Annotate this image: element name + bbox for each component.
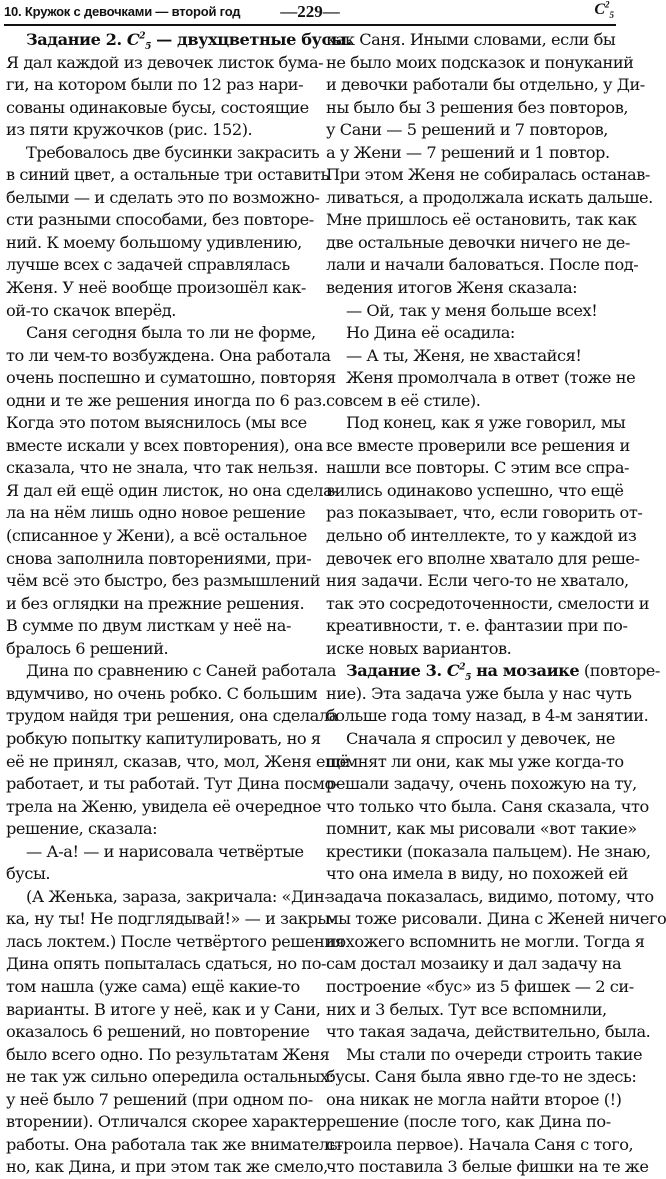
left-column-line: бусы. — [6, 864, 51, 884]
right-column-line: и девочки работали бы отдельно, у Ди- — [326, 75, 645, 95]
left-column-line: оказалось 6 решений, но повторение — [6, 1022, 310, 1042]
combination-sup: 2 — [459, 662, 466, 673]
left-column-line: трудом найдя три решения, она сделала — [6, 706, 338, 726]
left-column-line: белыми — и сделать это по возможно- — [6, 187, 320, 207]
combination-base: C — [126, 30, 140, 49]
right-column-line: вились одинаково успешно, что ещё — [326, 480, 624, 500]
corner-mark-sub: 5 — [609, 10, 614, 21]
left-column-line: Дина по сравнению с Саней работала — [26, 661, 336, 681]
right-column-line: помнят ли они, как мы уже когда-то — [326, 751, 624, 771]
left-column-line: ги, на котором были по 12 раз нари- — [6, 75, 304, 95]
combination-sup: 2 — [139, 31, 146, 42]
left-column-line: очень поспешно и суматошно, повторяя — [6, 368, 336, 388]
right-column-line: что она имела в виду, но похожей ей — [326, 864, 628, 884]
left-column-line: то ли чем-то возбуждена. Она работала — [6, 345, 331, 365]
left-column-line: и без оглядки на прежние решения. — [6, 593, 305, 613]
right-column-line: задача показалась, видимо, потому, что — [326, 886, 654, 906]
left-column-line: из пяти кружочков (рис. 152). — [6, 120, 253, 140]
task-heading-text: — двухцветные бусы. — [150, 30, 352, 49]
left-column-line: В сумме по двум листкам у неё на- — [6, 616, 291, 636]
combination-base: C — [446, 661, 460, 681]
left-column-line: Я дал ей ещё один листок, но она сдела- — [6, 480, 338, 500]
right-column-line: сам достал мозаику и дал задачу на — [326, 954, 622, 974]
left-column-line: вдумчиво, но очень робко. С большим — [6, 683, 318, 703]
combination-symbol — [446, 661, 471, 684]
left-column-line: Когда это потом выяснилось (мы все — [6, 413, 307, 433]
left-column-line: Женя. У неё вообще произошёл как- — [6, 278, 306, 298]
right-column-line: ния задачи. Если чего-то не хватало, — [326, 571, 629, 591]
right-column-line: решение (после того, как Дина по- — [326, 1112, 611, 1132]
left-column-line: трела на Женю, увидела её очередное — [6, 796, 322, 816]
right-column-line: что поставила 3 белые фишки на те же — [326, 1157, 649, 1177]
right-column-line: Мне пришлось её остановить, так как — [326, 210, 637, 230]
right-column-line: нашли все повторы. С этим все спра- — [326, 458, 630, 478]
right-column-line: ны было бы 3 решения без повторов, — [326, 97, 629, 117]
right-column-line: них и 3 белых. Тут все вспомнили, — [326, 999, 607, 1019]
right-column-line: ливаться, а продолжала искать дальше. — [326, 187, 653, 207]
combination-sub: 5 — [145, 42, 151, 53]
running-header — [0, 0, 620, 30]
left-column-line: Дина опять попыталась сдаться, но по- — [6, 954, 327, 974]
task-heading-text: на мозаике — [470, 661, 580, 681]
right-column-line: решали задачу, очень похожую на ту, — [326, 774, 637, 794]
left-column-line: ка, ну ты! Не подглядывай!» — и закры- — [6, 909, 335, 929]
combination-sub: 5 — [465, 673, 471, 684]
right-column-line: бусы. Саня была явно где-то не здесь: — [326, 1067, 637, 1087]
left-column-line: Саня сегодня была то ли не форме, — [26, 323, 316, 343]
right-column-line: девочек его вполне хватало для реше- — [326, 548, 640, 568]
left-column-line: вторении). Отличался скорее характер — [6, 1112, 327, 1132]
right-column-line: ние). Эта задача уже была у нас чуть — [326, 683, 632, 703]
left-column-line: лась локтем.) После четвёртого решения — [6, 931, 345, 951]
task-heading-tail: (повторе- — [579, 661, 660, 681]
left-column-line: том нашла (уже сама) ещё какие-то — [6, 976, 300, 996]
left-column-line: было всего одно. По результатам Женя — [6, 1044, 330, 1064]
right-column-line: у Сани — 5 решений и 7 повторов, — [326, 120, 608, 140]
right-column-line: Женя промолчала в ответ (тоже не — [346, 368, 636, 388]
left-column-line: (А Женька, зараза, закричала: «Дин- — [26, 886, 330, 906]
left-column-line: но, как Дина, и при этом так же смело, — [6, 1157, 328, 1177]
left-column-line: работает, и ты работай. Тут Дина посмо- — [6, 774, 339, 794]
right-column-line: креативности, т. е. фантазии при по- — [326, 616, 628, 636]
left-column-line: не так уж сильно опередила остальных: — [6, 1067, 334, 1087]
left-column-line: Я дал каждой из девочек листок бума- — [6, 52, 324, 72]
left-column-line: варианты. В итоге у неё, как и у Сани, — [6, 999, 321, 1019]
corner-mark-sup: 2 — [605, 0, 610, 10]
left-column-line: сти разными способами, без повторе- — [6, 210, 314, 230]
combination-symbol — [126, 30, 151, 53]
right-column-line: мы тоже рисовали. Дина с Женей ничего — [326, 909, 666, 929]
left-column-line: — А-а! — и нарисовала четвёртые — [26, 841, 304, 861]
left-column-line: ла на нём лишь одно новое решение — [6, 503, 306, 523]
left-column-line: решение, сказала: — [6, 819, 158, 839]
left-column-line: сказала, что не знала, что так нельзя. — [6, 458, 319, 478]
left-column-line: снова заполнила повторениями, при- — [6, 548, 312, 568]
right-column-line: совсем в её стиле). — [326, 390, 481, 410]
right-column-line: строила первое). Начала Саня с того, — [326, 1134, 634, 1154]
corner-mark-base: C — [594, 1, 605, 18]
right-column-line: Сначала я спросил у девочек, не — [346, 728, 616, 748]
left-column-line: у неё было 7 решений (при одном по- — [6, 1089, 313, 1109]
right-column-line: что такая задача, действительно, была. — [326, 1022, 651, 1042]
left-column-line: бралось 6 решений. — [6, 638, 169, 658]
left-column-line: ний. К моему большому удивлению, — [6, 232, 302, 252]
right-column-line: помнит, как мы рисовали «вот такие» — [326, 819, 637, 839]
right-column-line: что только что была. Саня сказала, что — [326, 796, 649, 816]
left-column-line: её не принял, сказав, что, мол, Женя ещё — [6, 751, 349, 771]
right-column — [326, 29, 666, 1179]
right-column-line: похожего вспомнить не могли. Тогда я — [326, 931, 645, 951]
left-column-line: Требовалось две бусинки закрасить — [26, 142, 320, 162]
right-column-line: не было моих подсказок и понуканий — [326, 52, 634, 72]
left-column-line: чём всё это быстро, без размышлений — [6, 571, 321, 591]
left-column-line: вместе искали у всех повторения), она — [6, 435, 323, 455]
right-column-line: Мы стали по очереди строить такие — [346, 1044, 643, 1064]
chapter-title: 10. Кружок с девочками — второй год — [4, 4, 241, 19]
right-column-line: построение «бус» из 5 фишек — 2 си- — [326, 976, 634, 996]
right-column-line: две остальные девочки ничего не де- — [326, 232, 630, 252]
right-column-line — [326, 660, 660, 684]
right-column-line: — Ой, так у меня больше всех! — [346, 300, 598, 320]
left-column-line: лучше всех с задачей справлялась — [6, 255, 290, 275]
left-column-line: работы. Она работала так же вниматель- — [6, 1134, 343, 1154]
left-column-line: (списанное у Жени), а всё остальное — [6, 526, 307, 546]
left-column — [6, 29, 352, 1179]
right-column-line: иске новых вариантов. — [326, 638, 512, 658]
task-heading-label: Задание 2. — [26, 30, 127, 49]
right-column-line: ведения итогов Женя сказала: — [326, 278, 578, 298]
right-column-line: раз показывает, что, если говорить от- — [326, 503, 643, 523]
task-heading-label: Задание 3. — [346, 661, 447, 681]
right-column-line: так это сосредоточенности, смелости и — [326, 593, 650, 613]
right-column-line: крестики (показала пальцем). Не знаю, — [326, 841, 651, 861]
right-column-line: При этом Женя не собиралась останав- — [326, 165, 650, 185]
left-column-line — [6, 29, 352, 53]
right-column-line: она никак не могла найти второе (!) — [326, 1089, 622, 1109]
right-column-line: все вместе проверили все решения и — [326, 435, 630, 455]
right-column-line: лали и начали баловаться. После под- — [326, 255, 639, 275]
left-column-line: в синий цвет, а остальные три оставить — [6, 165, 329, 185]
right-column-line: больше года тому назад, в 4-м занятии. — [326, 706, 649, 726]
left-column-line: ой-то скачок вперёд. — [6, 300, 176, 320]
page-number: —229— — [280, 2, 340, 21]
right-column-line: как Саня. Иными словами, если бы — [326, 30, 616, 49]
left-column-line: робкую попытку капитулировать, но я — [6, 728, 321, 748]
right-column-line: дельно об интеллекте, то у каждой из — [326, 526, 637, 546]
right-column-line: а у Жени — 7 решений и 1 повтор. — [326, 142, 610, 162]
left-column-line: сованы одинаковые бусы, состоящие — [6, 97, 309, 117]
corner-combination-mark — [594, 1, 614, 19]
right-column-line: Под конец, как я уже говорил, мы — [346, 413, 626, 433]
right-column-line: — А ты, Женя, не хвастайся! — [346, 345, 582, 365]
header-rule — [4, 24, 616, 26]
left-column-line: одни и те же решения иногда по 6 раз. — [6, 390, 327, 410]
right-column-line: Но Дина её осадила: — [346, 323, 515, 343]
